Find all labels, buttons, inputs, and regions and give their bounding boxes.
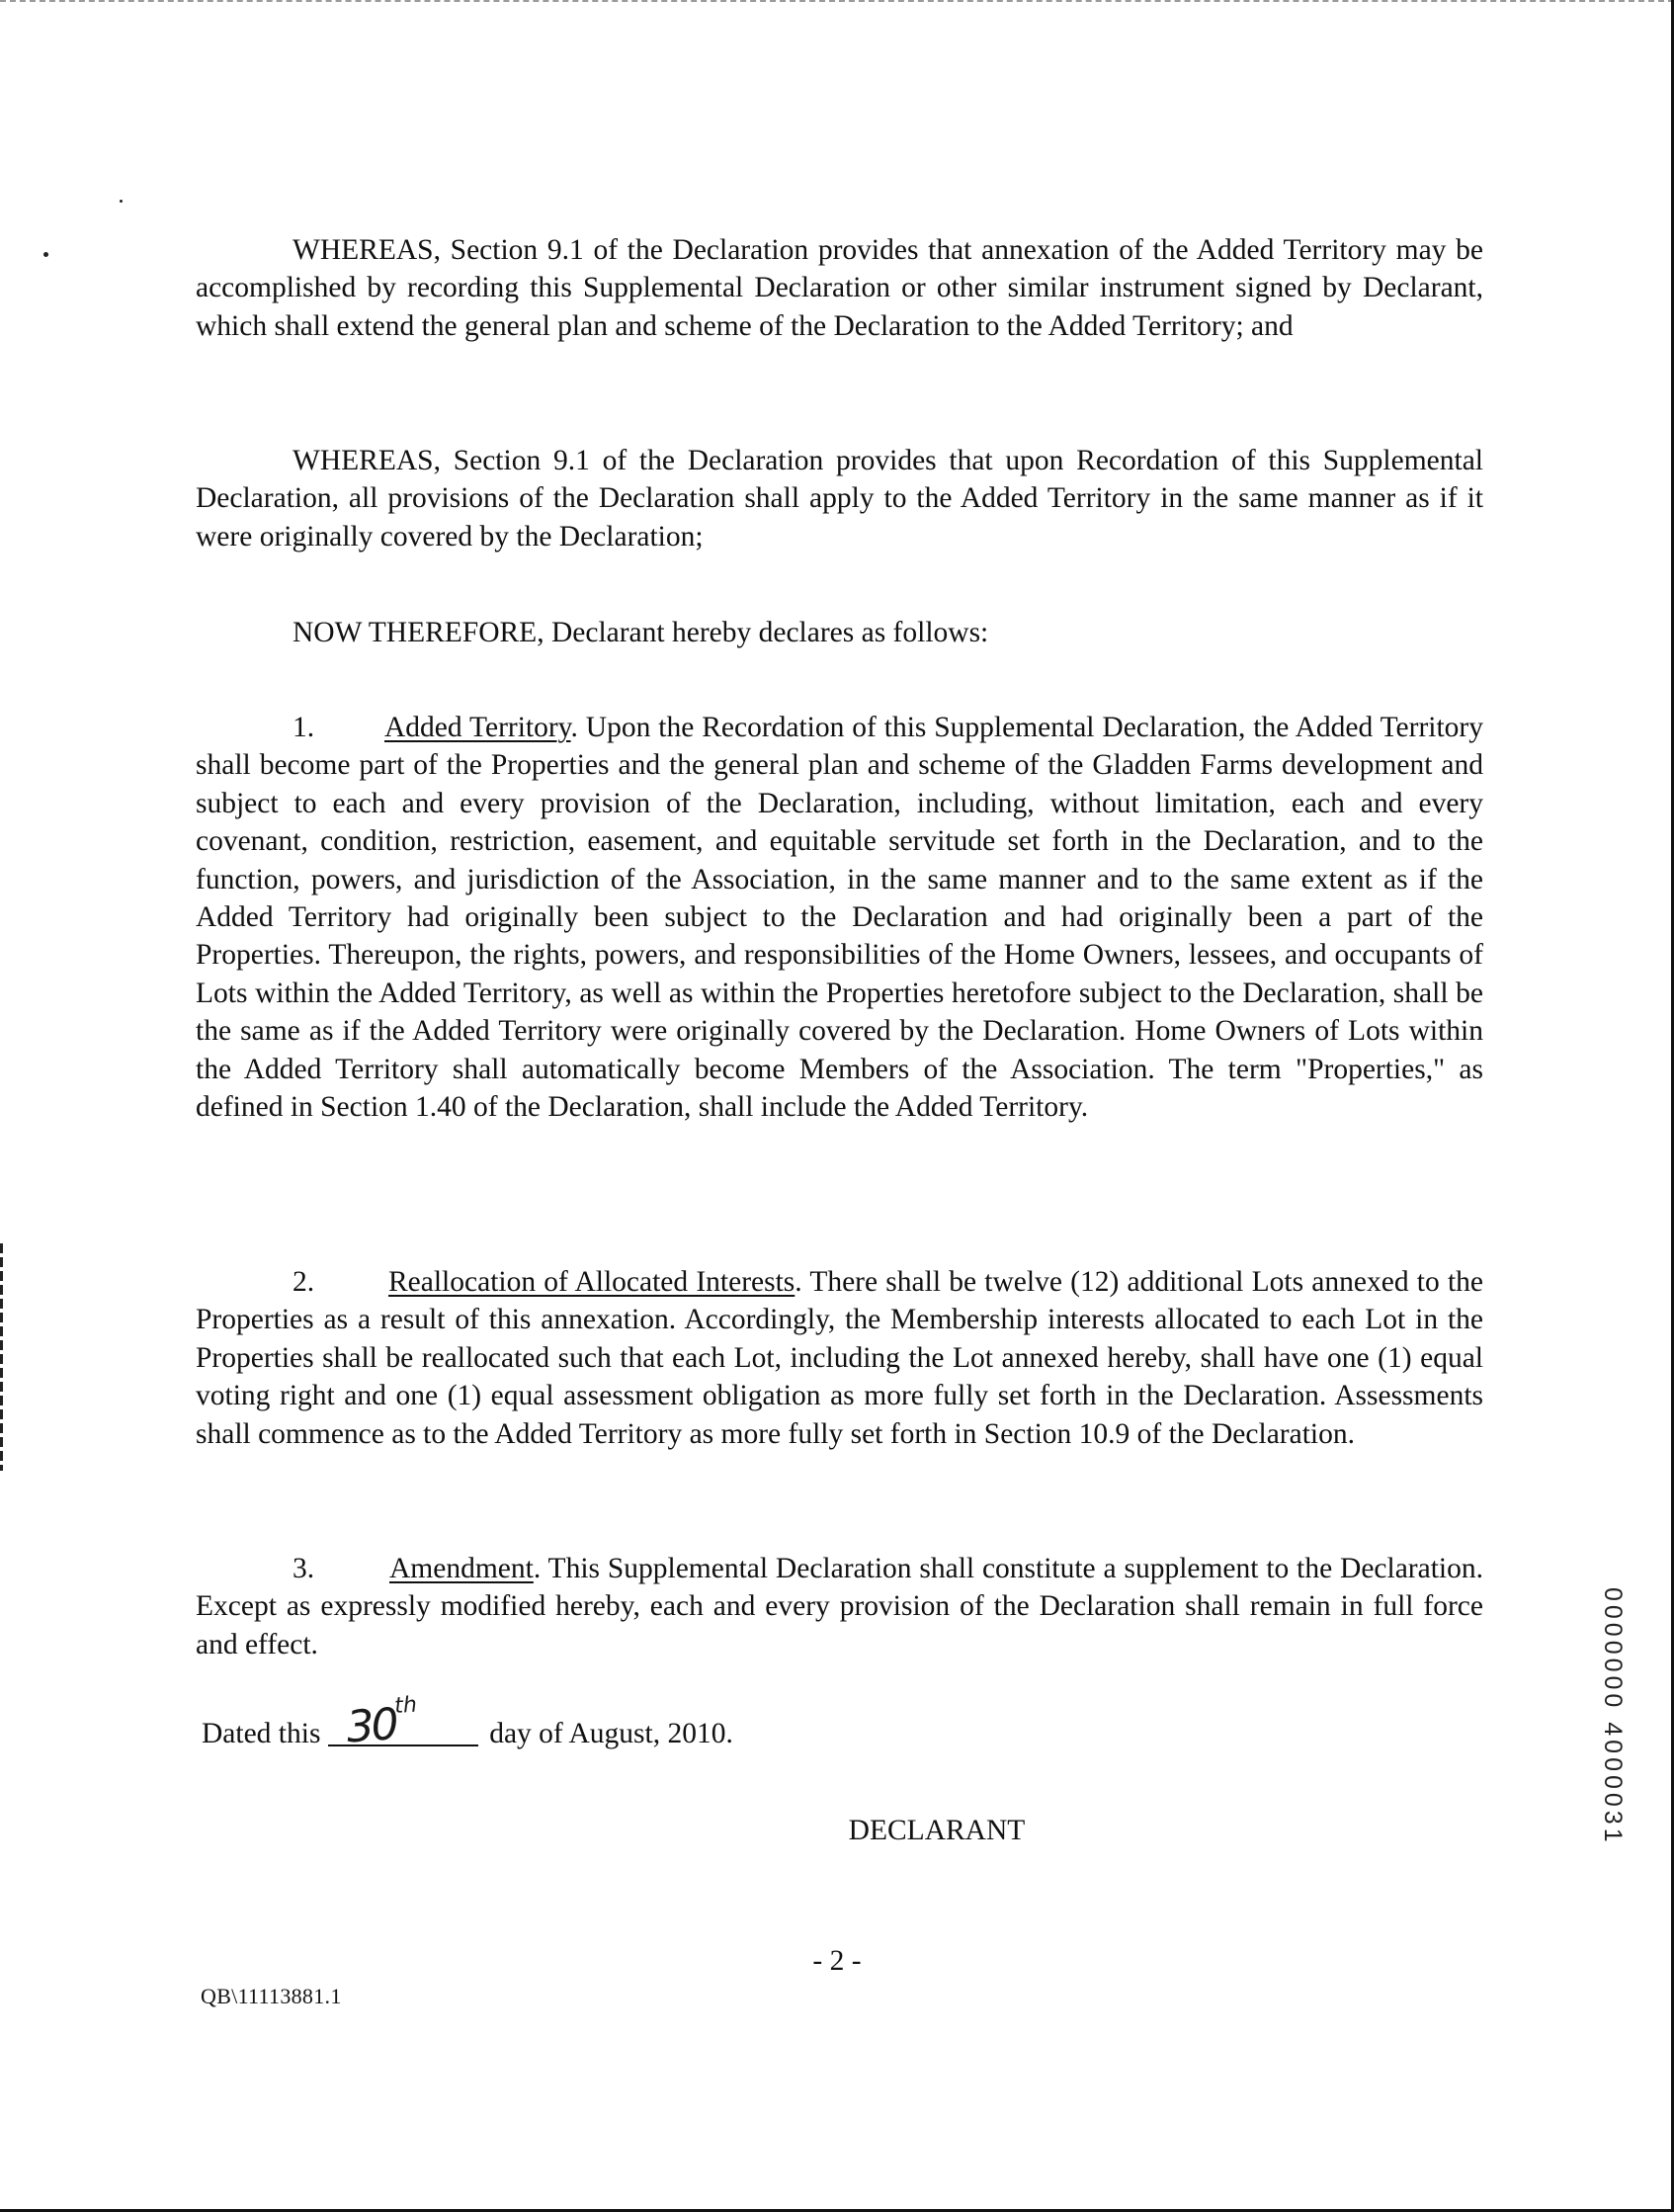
whereas-paragraph-1: WHEREAS, Section 9.1 of the Declaration provides that annexation of the Added Territory may be accomplished by recording this Supplemental Declaration or other similar instrument signed by Declarant, which shall extend the general plan and scheme of the Declaration to the Added Territory; and <box>196 234 1483 342</box>
now-therefore-paragraph: NOW THEREFORE, Declarant hereby declares as follows: <box>293 617 989 648</box>
section-number: 1. <box>293 712 315 743</box>
document-id: QB\11113881.1 <box>201 1984 342 2008</box>
scan-margin-mark <box>0 1243 3 1471</box>
date-signature-blank <box>328 1692 478 1753</box>
scan-speck <box>120 200 123 203</box>
section-amendment <box>196 1550 1483 1663</box>
dated-prefix: Dated this <box>202 1718 321 1749</box>
section-heading: Reallocation of Allocated Interests <box>388 1266 795 1298</box>
section-added-territory <box>196 709 1483 1126</box>
dated-line <box>202 1692 733 1753</box>
section-reallocation <box>196 1263 1483 1453</box>
section-heading: Added Territory <box>384 712 571 743</box>
scan-speck <box>43 252 48 257</box>
section-number: 2. <box>293 1266 315 1298</box>
declarant-label: DECLARANT <box>848 1815 1026 1846</box>
page-top-edge <box>0 0 1674 2</box>
section-heading: Amendment <box>389 1553 534 1584</box>
handwritten-day: 30th <box>344 1692 418 1753</box>
dated-suffix: day of August, 2010. <box>489 1718 733 1749</box>
whereas-paragraph-2: WHEREAS, Section 9.1 of the Declaration provides that upon Recordation of this Supplemental Declaration, all provisions of the Declaration shall apply to the Added Territory in the same manner as if it were originally covered by the Declaration; <box>196 445 1483 553</box>
page-number: - 2 - <box>812 1945 862 1977</box>
section-text: . This Supplemental Declaration shall constitute a supplement to the Declaration. Except as expressly modified hereby, each and every provision of the Declaration shall remain in full force and effect. <box>196 1553 1483 1660</box>
recording-number-vertical: 0000000 4000031 <box>1599 1587 1627 1846</box>
section-number: 3. <box>293 1553 315 1584</box>
section-text: . Upon the Recordation of this Supplemental Declaration, the Added Territory shall become part of the Properties and the general plan and scheme of the Gladden Farms development and subject to each and every provision of the Declaration, including, without limitation, each and every covenant, condition, restriction, easement, and equitable servitude set forth in the Declaration, and to the function, powers, and jurisdiction of the Association, in the same manner and to the same extent as if the Added Territory had originally been subject to the Declaration and had originally been a part of the Properties. Thereupon, the rights, powers, and responsibilities of the Home Owners, lessees, and occupants of Lots within the Added Territory, as well as within the Properties heretofore subject to the Declaration, shall be the same as if the Added Territory were originally covered by the Declaration. Home Owners of Lots within the Added Territory shall automatically become Members of the Association. The term "Properties," as defined in Section 1.40 of the Declaration, shall include the Added Territory. <box>196 712 1484 1124</box>
section-text: . There shall be twelve (12) additional Lots annexed to the Properties as a result of this annexation. Accordingly, the Membership interests allocated to each Lot in the Properties shall be reallocated such that each Lot, including the Lot annexed hereby, shall have one (1) equal voting right and one (1) equal assessment obligation as more fully set forth in the Declaration. Assessments shall commence as to the Added Territory as more fully set forth in Section 10.9 of the Declaration. <box>196 1266 1483 1450</box>
